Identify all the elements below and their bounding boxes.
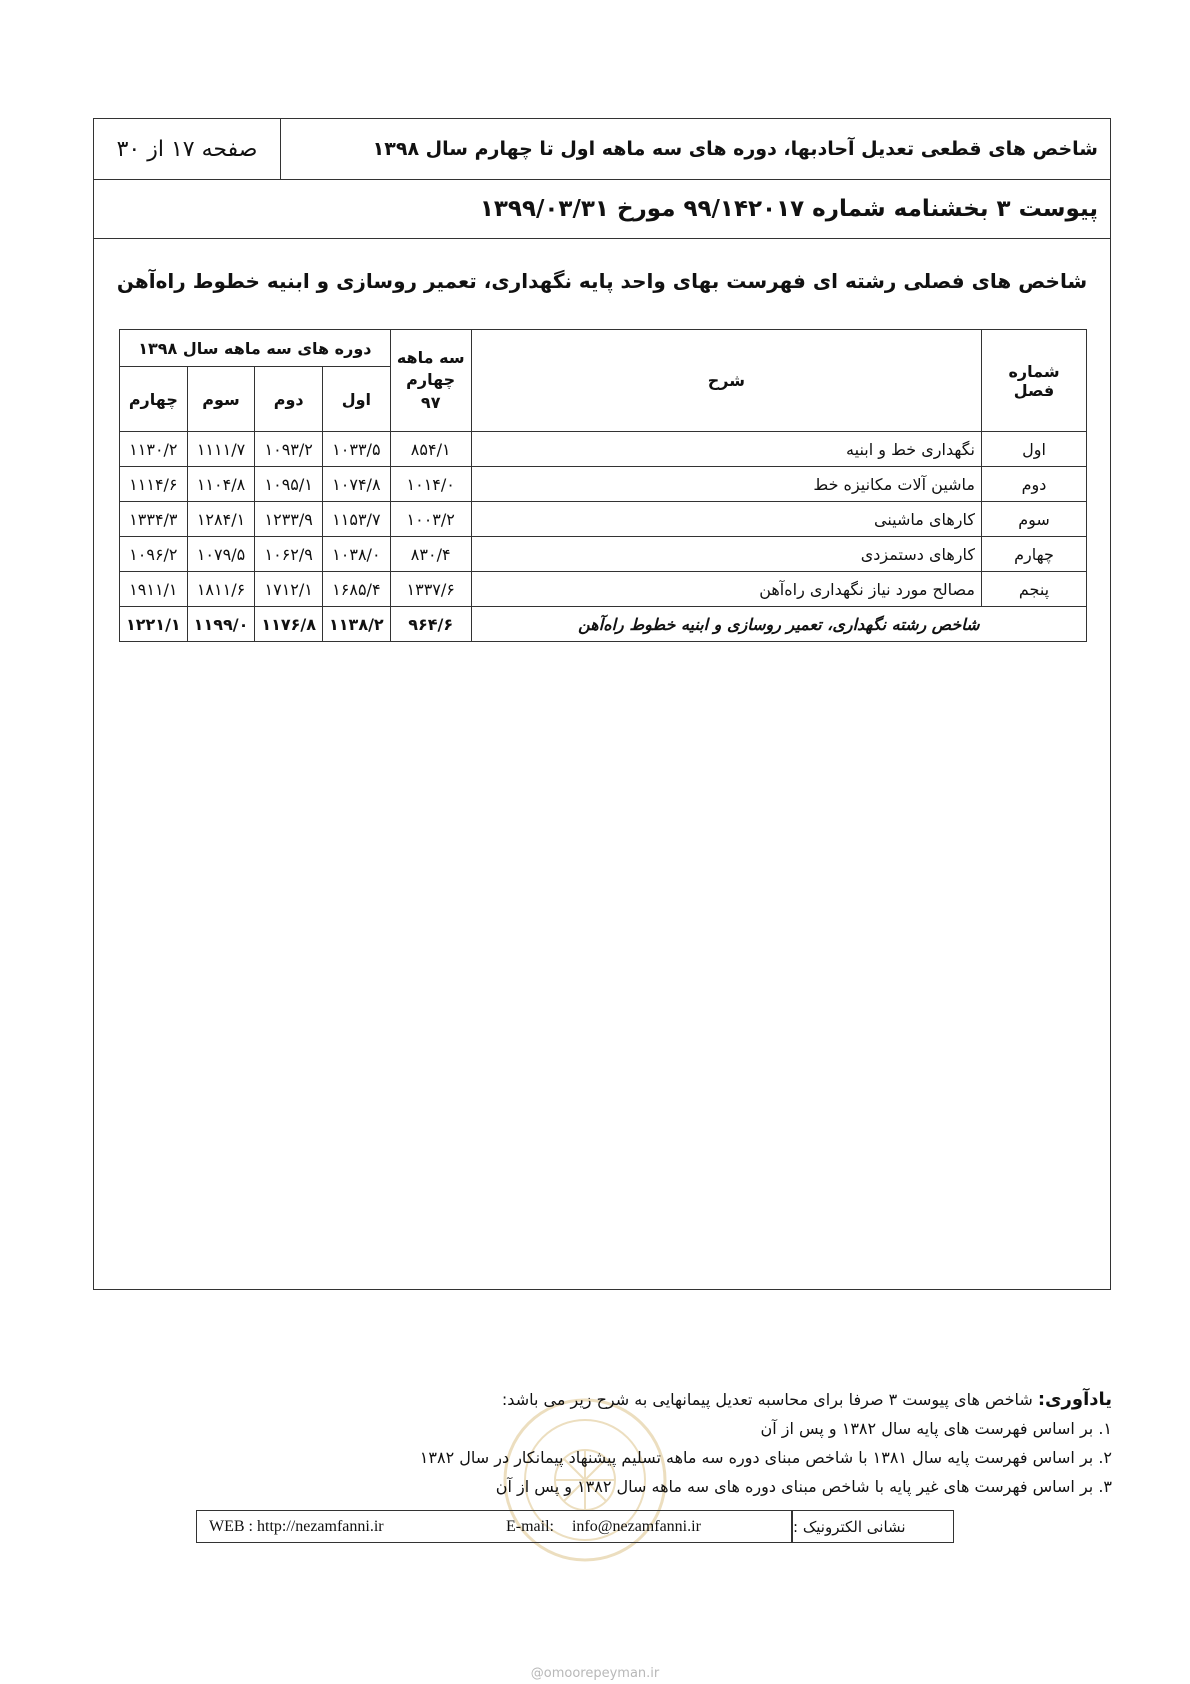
cell-q4: ۱۱۱۴/۶ <box>120 467 188 502</box>
header-q3: سوم <box>187 367 255 432</box>
email-address[interactable]: info@nezamfanni.ir <box>571 1517 701 1535</box>
cell-q3: ۱۱۱۱/۷ <box>187 432 255 467</box>
cell-description: مصالح مورد نیاز نگهداری راه‌آهن <box>471 572 981 607</box>
table-row <box>120 572 1087 607</box>
cell-chapter: اول <box>982 432 1087 467</box>
notes-item: ۱. بر اساس فهرست های پایه سال ۱۳۸۲ و پس از آن <box>760 1419 1112 1438</box>
cell-q3: ۱۲۸۴/۱ <box>187 502 255 537</box>
cell-description: نگهداری خط و ابنیه <box>471 432 981 467</box>
cell-q2: ۱۰۶۲/۹ <box>255 537 323 572</box>
cell-q3: ۱۱۰۴/۸ <box>187 467 255 502</box>
cell-q97: ۸۳۰/۴ <box>390 537 471 572</box>
page-frame <box>93 118 1111 1290</box>
cell-chapter: سوم <box>982 502 1087 537</box>
total-q97: ۹۶۴/۶ <box>390 607 471 642</box>
cell-q97: ۸۵۴/۱ <box>390 432 471 467</box>
total-q2: ۱۱۷۶/۸ <box>255 607 323 642</box>
cell-q2: ۱۰۹۵/۱ <box>255 467 323 502</box>
index-table <box>119 329 1087 642</box>
cell-q1: ۱۶۸۵/۴ <box>323 572 391 607</box>
cell-description: ماشین آلات مکانیزه خط <box>471 467 981 502</box>
total-q1: ۱۱۳۸/۲ <box>323 607 391 642</box>
cell-q3: ۱۸۱۱/۶ <box>187 572 255 607</box>
cell-chapter: دوم <box>982 467 1087 502</box>
cell-q1: ۱۰۳۳/۵ <box>323 432 391 467</box>
header-row <box>94 119 1110 180</box>
notes-item: ۳. بر اساس فهرست های غیر پایه با شاخص مبنای دوره های سه ماهه سال ۱۳۸۲ و پس از آن <box>495 1477 1112 1496</box>
notes-section <box>212 1385 1112 1501</box>
total-row <box>120 607 1087 642</box>
header-q4: چهارم <box>120 367 188 432</box>
header-q4-97: سه ماهه چهارم ۹۷ <box>390 330 471 432</box>
cell-chapter: پنجم <box>982 572 1087 607</box>
table-row <box>120 502 1087 537</box>
document-title: شاخص های قطعی تعدیل آحادبها، دوره های سه ماهه اول تا چهارم سال ۱۳۹۸ <box>372 138 1098 160</box>
cell-q1: ۱۱۵۳/۷ <box>323 502 391 537</box>
table-row <box>120 432 1087 467</box>
website-link[interactable]: WEB : http://nezamfanni.ir <box>209 1517 384 1535</box>
cell-q4: ۱۰۹۶/۲ <box>120 537 188 572</box>
cell-q97: ۱۰۱۴/۰ <box>390 467 471 502</box>
cell-q4: ۱۳۳۴/۳ <box>120 502 188 537</box>
cell-q97: ۱۰۰۳/۲ <box>390 502 471 537</box>
cell-q4: ۱۱۳۰/۲ <box>120 432 188 467</box>
cell-q3: ۱۰۷۹/۵ <box>187 537 255 572</box>
cell-q97: ۱۳۳۷/۶ <box>390 572 471 607</box>
cell-q2: ۱۷۱۲/۱ <box>255 572 323 607</box>
header-chapter: شماره فصل <box>982 330 1087 432</box>
contact-box <box>196 1510 954 1543</box>
watermark-text: @omoorepeyman.ir <box>530 1666 660 1681</box>
table-row <box>120 467 1087 502</box>
cell-q2: ۱۰۹۳/۲ <box>255 432 323 467</box>
header-1398-group: دوره های سه ماهه سال ۱۳۹۸ <box>120 330 391 367</box>
cell-description: کارهای دستمزدی <box>471 537 981 572</box>
email-label: E-mail: <box>506 1517 554 1535</box>
table-row <box>120 537 1087 572</box>
notes-heading: یادآوری: <box>1037 1389 1112 1410</box>
header-q1: اول <box>323 367 391 432</box>
cell-q1: ۱۰۳۸/۰ <box>323 537 391 572</box>
circular-reference: پیوست ۳ بخشنامه شماره ۹۹/۱۴۲۰۱۷ مورخ ۱۳۹۹/۰۳/۳۱ <box>94 180 1110 239</box>
total-q4: ۱۲۲۱/۱ <box>120 607 188 642</box>
cell-q1: ۱۰۷۴/۸ <box>323 467 391 502</box>
page-number: صفحه ۱۷ از ۳۰ <box>94 119 281 179</box>
cell-description: کارهای ماشینی <box>471 502 981 537</box>
total-description: شاخص رشته نگهداری، تعمیر روسازی و ابنیه خطوط راه‌آهن <box>471 607 1086 642</box>
contact-label: نشانی الکترونیک : <box>792 1511 953 1542</box>
header-q2: دوم <box>255 367 323 432</box>
email-link[interactable] <box>496 1511 792 1542</box>
notes-item: ۲. بر اساس فهرست پایه سال ۱۳۸۱ با شاخص مبنای دوره سه ماهه تسلیم پیشنهاد پیمانکار در سال ۱۳۸۲ <box>419 1448 1112 1467</box>
total-q3: ۱۱۹۹/۰ <box>187 607 255 642</box>
header-description: شرح <box>471 330 981 432</box>
cell-q2: ۱۲۳۳/۹ <box>255 502 323 537</box>
notes-intro: شاخص های پیوست ۳ صرفا برای محاسبه تعدیل پیمانهایی به شرح زیر می باشد: <box>501 1390 1033 1409</box>
section-title: شاخص های فصلی رشته ای فهرست بهای واحد پایه نگهداری، تعمیر روسازی و ابنیه خطوط راه‌آهن <box>116 269 1088 293</box>
cell-chapter: چهارم <box>982 537 1087 572</box>
cell-q4: ۱۹۱۱/۱ <box>120 572 188 607</box>
